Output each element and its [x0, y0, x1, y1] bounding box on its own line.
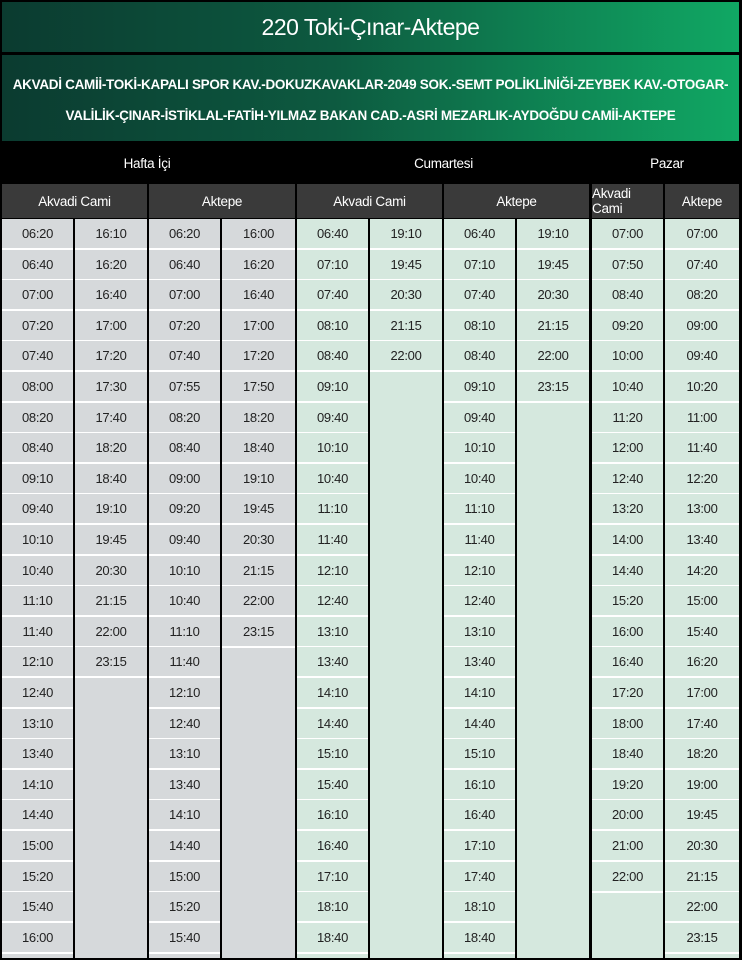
row-separator — [149, 952, 220, 954]
time-cell: 07:40 — [665, 250, 739, 279]
time-cell: 10:10 — [297, 433, 368, 462]
time-cell: 12:40 — [2, 678, 73, 707]
time-cell: 17:00 — [665, 678, 739, 707]
time-cell: 08:20 — [149, 403, 220, 432]
time-cell: 15:20 — [149, 892, 220, 921]
time-cell: 14:00 — [592, 525, 663, 554]
time-cell: 14:10 — [297, 678, 368, 707]
time-cell: 19:00 — [665, 770, 739, 799]
time-cell: 08:10 — [444, 311, 515, 340]
time-cell: 11:40 — [2, 617, 73, 646]
time-cell: 21:15 — [517, 311, 589, 340]
row-separator — [444, 952, 515, 954]
saturday-akvadi-col-1 — [297, 219, 368, 958]
time-cell: 12:40 — [149, 709, 220, 738]
time-cell: 07:40 — [149, 341, 220, 370]
time-cell: 23:15 — [222, 617, 295, 646]
time-cell: 18:10 — [444, 892, 515, 921]
sunday-akvadi-col — [592, 219, 663, 958]
time-cell: 07:00 — [665, 219, 739, 248]
time-cell: 17:40 — [444, 862, 515, 891]
time-cell: 16:00 — [592, 617, 663, 646]
time-cell: 15:00 — [149, 862, 220, 891]
time-cell: 17:00 — [222, 311, 295, 340]
time-cell: 18:40 — [444, 923, 515, 952]
time-cell: 18:40 — [297, 923, 368, 952]
time-cell: 06:20 — [2, 219, 73, 248]
time-cell: 23:15 — [665, 923, 739, 952]
time-cell: 18:40 — [222, 433, 295, 462]
time-cell: 08:10 — [297, 311, 368, 340]
time-cell: 16:20 — [75, 250, 147, 279]
time-cell: 12:10 — [149, 678, 220, 707]
time-cell: 09:10 — [2, 464, 73, 493]
time-cell: 18:40 — [592, 739, 663, 768]
time-cell: 16:40 — [222, 280, 295, 309]
time-cell: 17:20 — [592, 678, 663, 707]
time-cell: 13:40 — [297, 647, 368, 676]
time-cell: 07:40 — [444, 280, 515, 309]
row-separator — [75, 676, 147, 678]
time-cell: 17:10 — [444, 831, 515, 860]
time-cell: 16:40 — [75, 280, 147, 309]
time-cell: 18:20 — [75, 433, 147, 462]
weekday-aktepe-col-2 — [222, 219, 295, 958]
sunday-akvadi-header: Akvadi Cami — [592, 184, 663, 218]
time-cell: 07:10 — [297, 250, 368, 279]
line-title: 220 Toki-Çınar-Aktepe — [2, 2, 739, 52]
weekday-akvadi-header: Akvadi Cami — [2, 184, 147, 218]
time-cell: 07:00 — [149, 280, 220, 309]
time-cell: 14:20 — [665, 556, 739, 585]
time-cell: 10:00 — [592, 341, 663, 370]
time-cell: 09:40 — [444, 403, 515, 432]
time-cell: 18:20 — [665, 739, 739, 768]
time-cell: 13:00 — [665, 494, 739, 523]
time-cell: 11:40 — [444, 525, 515, 554]
time-cell: 21:15 — [370, 311, 442, 340]
row-separator — [222, 646, 295, 648]
time-cell: 18:00 — [592, 709, 663, 738]
group-saturday-header: Cumartesi — [297, 145, 590, 181]
time-cell: 06:40 — [297, 219, 368, 248]
row-separator — [665, 952, 739, 954]
time-cell: 14:40 — [149, 831, 220, 860]
time-cell: 11:00 — [665, 403, 739, 432]
time-cell: 17:50 — [222, 372, 295, 401]
sunday-aktepe-header: Aktepe — [665, 184, 739, 218]
route-stops — [2, 55, 739, 141]
sunday-aktepe-col — [665, 219, 739, 958]
time-cell: 22:00 — [75, 617, 147, 646]
time-cell: 08:40 — [592, 280, 663, 309]
saturday-aktepe-header: Aktepe — [444, 184, 589, 218]
time-cell: 11:20 — [592, 403, 663, 432]
time-cell: 13:40 — [2, 739, 73, 768]
time-cell: 18:20 — [222, 403, 295, 432]
time-cell: 15:00 — [2, 831, 73, 860]
time-cell: 16:00 — [2, 923, 73, 952]
time-cell: 15:00 — [665, 586, 739, 615]
time-cell: 15:40 — [665, 617, 739, 646]
row-separator — [370, 370, 442, 372]
time-cell: 13:10 — [2, 709, 73, 738]
time-cell: 22:00 — [222, 586, 295, 615]
time-cell: 19:45 — [665, 800, 739, 829]
time-cell: 16:10 — [75, 219, 147, 248]
time-cell: 14:10 — [444, 678, 515, 707]
time-cell: 15:40 — [297, 770, 368, 799]
saturday-akvadi-col-2 — [370, 219, 442, 958]
time-cell: 16:40 — [297, 831, 368, 860]
time-cell: 17:20 — [222, 341, 295, 370]
time-cell: 19:10 — [370, 219, 442, 248]
time-cell: 06:40 — [444, 219, 515, 248]
time-cell: 14:40 — [2, 800, 73, 829]
time-cell: 16:10 — [444, 770, 515, 799]
time-cell: 10:40 — [592, 372, 663, 401]
time-cell: 15:20 — [2, 862, 73, 891]
time-cell: 22:00 — [592, 862, 663, 891]
time-cell: 12:40 — [444, 586, 515, 615]
weekday-akvadi-col-2 — [75, 219, 147, 958]
time-cell: 09:20 — [592, 311, 663, 340]
time-cell: 11:40 — [665, 433, 739, 462]
time-cell: 17:30 — [75, 372, 147, 401]
row-separator — [2, 952, 73, 954]
time-cell: 07:00 — [592, 219, 663, 248]
time-cell: 11:10 — [297, 494, 368, 523]
time-cell: 08:40 — [2, 433, 73, 462]
row-separator — [297, 952, 368, 954]
time-cell: 10:10 — [149, 556, 220, 585]
time-cell: 10:20 — [665, 372, 739, 401]
route-stops-line-2: VALİLİK-ÇINAR-İSTİKLAL-FATİH-YILMAZ BAKAN CAD.-ASRİ MEZARLIK-AYDOĞDU CAMİİ-AKTEPE — [65, 108, 676, 123]
time-cell: 09:10 — [444, 372, 515, 401]
group-sunday-header: Pazar — [592, 145, 742, 181]
time-cell: 16:40 — [592, 647, 663, 676]
time-cell: 11:10 — [149, 617, 220, 646]
time-cell: 20:30 — [75, 556, 147, 585]
weekday-aktepe-col-1 — [149, 219, 220, 958]
time-cell: 21:15 — [665, 862, 739, 891]
time-cell: 13:40 — [149, 770, 220, 799]
time-cell: 09:20 — [149, 494, 220, 523]
time-cell: 07:55 — [149, 372, 220, 401]
row-separator — [592, 891, 663, 893]
time-cell: 15:40 — [2, 892, 73, 921]
time-cell: 19:45 — [75, 525, 147, 554]
time-cell: 07:40 — [2, 341, 73, 370]
time-cell: 09:00 — [149, 464, 220, 493]
time-cell: 20:30 — [665, 831, 739, 860]
time-cell: 16:00 — [222, 219, 295, 248]
time-cell: 12:10 — [297, 556, 368, 585]
time-cell: 12:00 — [592, 433, 663, 462]
time-cell: 07:20 — [2, 311, 73, 340]
route-stops-line-1: AKVADİ CAMİİ-TOKİ-KAPALI SPOR KAV.-DOKUZKAVAKLAR-2049 SOK.-SEMT POLİKLİNİĞİ-ZEYBEK KAV.-OTOGAR- — [12, 77, 729, 92]
time-cell: 13:10 — [297, 617, 368, 646]
row-separator — [517, 401, 589, 403]
time-cell: 08:00 — [2, 372, 73, 401]
time-cell: 07:00 — [2, 280, 73, 309]
time-cell: 19:45 — [517, 250, 589, 279]
time-cell: 14:10 — [149, 800, 220, 829]
time-cell: 11:40 — [297, 525, 368, 554]
time-cell: 20:30 — [517, 280, 589, 309]
time-cell: 12:40 — [297, 586, 368, 615]
weekday-akvadi-col-1 — [2, 219, 73, 958]
time-cell: 11:10 — [2, 586, 73, 615]
time-cell: 10:40 — [149, 586, 220, 615]
time-cell: 08:40 — [149, 433, 220, 462]
time-cell: 12:10 — [444, 556, 515, 585]
time-cell: 17:10 — [297, 862, 368, 891]
time-cell: 07:20 — [149, 311, 220, 340]
saturday-aktepe-col-1 — [444, 219, 515, 958]
time-cell: 19:20 — [592, 770, 663, 799]
time-cell: 17:00 — [75, 311, 147, 340]
time-cell: 10:40 — [444, 464, 515, 493]
time-cell: 12:40 — [592, 464, 663, 493]
time-cell: 14:10 — [2, 770, 73, 799]
time-cell: 19:10 — [517, 219, 589, 248]
time-cell: 13:10 — [444, 617, 515, 646]
time-cell: 20:30 — [222, 525, 295, 554]
time-cell: 09:10 — [297, 372, 368, 401]
time-cell: 16:20 — [222, 250, 295, 279]
time-cell: 14:40 — [297, 709, 368, 738]
time-cell: 09:00 — [665, 311, 739, 340]
group-weekday-header: Hafta İçi — [0, 145, 294, 181]
time-cell: 15:20 — [592, 586, 663, 615]
time-cell: 07:50 — [592, 250, 663, 279]
time-cell: 06:40 — [2, 250, 73, 279]
time-cell: 20:30 — [370, 280, 442, 309]
time-cell: 21:15 — [222, 556, 295, 585]
time-cell: 15:10 — [297, 739, 368, 768]
time-cell: 14:40 — [592, 556, 663, 585]
time-cell: 21:00 — [592, 831, 663, 860]
time-cell: 10:10 — [444, 433, 515, 462]
time-cell: 10:10 — [2, 525, 73, 554]
time-cell: 19:10 — [75, 494, 147, 523]
time-cell: 20:00 — [592, 800, 663, 829]
time-cell: 08:40 — [297, 341, 368, 370]
time-cell: 14:40 — [444, 709, 515, 738]
time-cell: 10:40 — [2, 556, 73, 585]
time-cell: 15:10 — [444, 739, 515, 768]
weekday-aktepe-header: Aktepe — [149, 184, 295, 218]
time-cell: 06:20 — [149, 219, 220, 248]
time-cell: 09:40 — [149, 525, 220, 554]
time-cell: 07:40 — [297, 280, 368, 309]
time-cell: 22:00 — [517, 341, 589, 370]
time-cell: 21:15 — [75, 586, 147, 615]
time-cell: 19:10 — [222, 464, 295, 493]
time-cell: 23:15 — [517, 372, 589, 401]
time-cell: 09:40 — [297, 403, 368, 432]
time-cell: 18:40 — [75, 464, 147, 493]
time-cell: 10:40 — [297, 464, 368, 493]
time-cell: 16:10 — [297, 800, 368, 829]
time-cell: 11:40 — [149, 647, 220, 676]
time-cell: 19:45 — [370, 250, 442, 279]
time-cell: 13:20 — [592, 494, 663, 523]
time-cell: 17:20 — [75, 341, 147, 370]
time-cell: 12:20 — [665, 464, 739, 493]
time-cell: 13:10 — [149, 739, 220, 768]
time-cell: 19:45 — [222, 494, 295, 523]
time-cell: 13:40 — [444, 647, 515, 676]
time-cell: 15:40 — [149, 923, 220, 952]
time-cell: 13:40 — [665, 525, 739, 554]
time-cell: 08:20 — [2, 403, 73, 432]
time-cell: 06:40 — [149, 250, 220, 279]
time-cell: 17:40 — [665, 709, 739, 738]
time-cell: 11:10 — [444, 494, 515, 523]
time-cell: 16:20 — [665, 647, 739, 676]
time-cell: 09:40 — [665, 341, 739, 370]
time-cell: 17:40 — [75, 403, 147, 432]
time-cell: 08:20 — [665, 280, 739, 309]
time-cell: 22:00 — [370, 341, 442, 370]
time-cell: 12:10 — [2, 647, 73, 676]
saturday-akvadi-header: Akvadi Cami — [297, 184, 442, 218]
time-cell: 16:40 — [444, 800, 515, 829]
time-cell: 08:40 — [444, 341, 515, 370]
time-cell: 18:10 — [297, 892, 368, 921]
saturday-aktepe-col-2 — [517, 219, 589, 958]
time-cell: 22:00 — [665, 892, 739, 921]
time-cell: 09:40 — [2, 494, 73, 523]
time-cell: 23:15 — [75, 647, 147, 676]
time-cell: 07:10 — [444, 250, 515, 279]
